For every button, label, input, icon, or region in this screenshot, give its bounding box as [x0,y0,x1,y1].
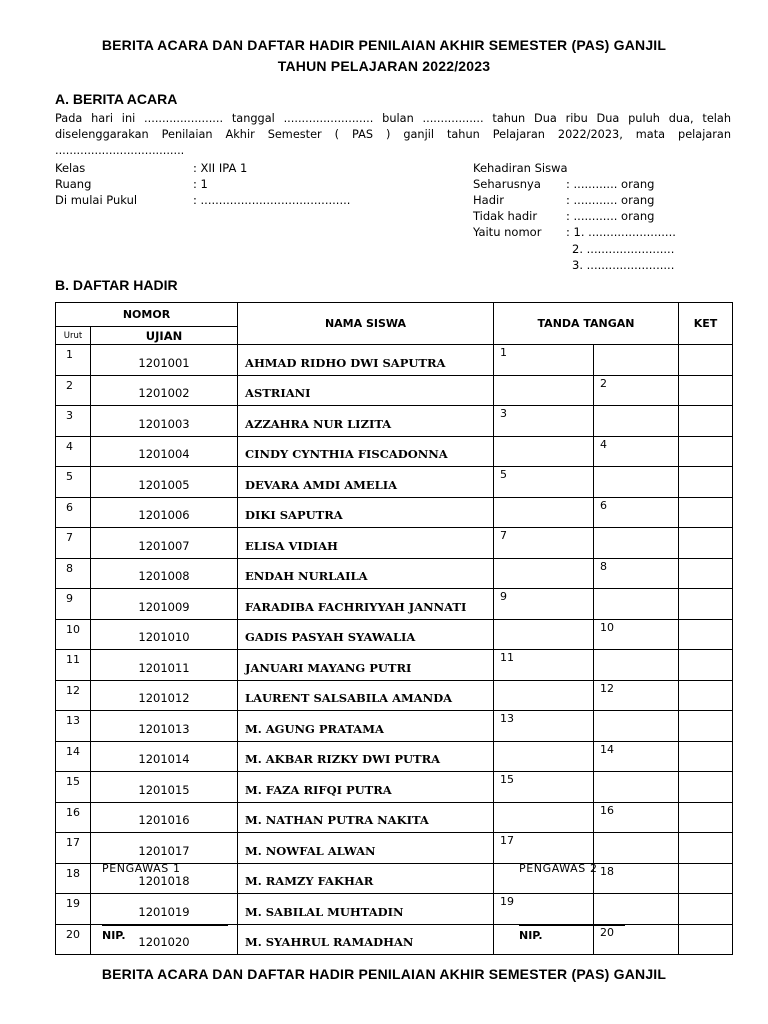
header-urut: Urut [56,327,91,345]
row-signature-right[interactable]: 18 [594,863,679,894]
row-ket[interactable] [679,589,733,620]
row-nomor-ujian: 1201012 [91,680,238,711]
berita-acara-paragraph: Pada hari ini ...................... tanggal ......................... bulan ................. tahun Dua ribu Dua puluh dua, telah diselenggarakan Penilaian Akhir Semester ( PAS ) ganjil tahun Pelajaran 2022/2023, mata pelajaran .................................... [55,112,731,157]
yaitu-nomor-label: Yaitu nomor [473,225,542,239]
row-nama-siswa: DEVARA AMDI AMELIA [238,467,494,498]
row-signature-left[interactable] [494,680,594,711]
row-nama-siswa: GADIS PASYAH SYAWALIA [238,619,494,650]
seharusnya-label: Seharusnya [473,177,541,191]
row-nama-siswa: DIKI SAPUTRA [238,497,494,528]
yaitu-nomor-1: : 1. ........................ [566,225,676,239]
row-nama-siswa: M. AGUNG PRATAMA [238,711,494,742]
row-signature-left[interactable]: 13 [494,711,594,742]
row-nomor-ujian: 1201020 [91,924,238,955]
yaitu-nomor-2: 2. ........................ [572,242,675,256]
row-nama-siswa: M. NOWFAL ALWAN [238,833,494,864]
row-urut: 17 [56,833,91,864]
row-nomor-ujian: 1201016 [91,802,238,833]
header-ujian: UJIAN [91,327,238,345]
row-ket[interactable] [679,497,733,528]
row-ket[interactable] [679,894,733,925]
header-nama-siswa: NAMA SISWA [238,303,494,345]
row-urut: 9 [56,589,91,620]
row-urut: 20 [56,924,91,955]
row-signature-left[interactable] [494,558,594,589]
document-title-line2: TAHUN PELAJARAN 2022/2023 [277,58,491,74]
table-row [56,680,733,711]
row-ket[interactable] [679,406,733,437]
row-ket[interactable] [679,436,733,467]
ruang-label: Ruang [55,177,92,191]
document-title-line1: BERITA ACARA DAN DAFTAR HADIR PENILAIAN AKHIR SEMESTER (PAS) GANJIL [101,37,667,53]
row-urut: 14 [56,741,91,772]
row-ket[interactable] [679,802,733,833]
row-urut: 2 [56,375,91,406]
row-urut: 3 [56,406,91,437]
row-signature-left[interactable]: 9 [494,589,594,620]
row-ket[interactable] [679,711,733,742]
row-ket[interactable] [679,833,733,864]
row-nama-siswa: M. RAMZY FAKHAR [238,863,494,894]
signature-line-2[interactable] [519,925,625,926]
table-row [56,558,733,589]
row-signature-left[interactable] [494,802,594,833]
row-urut: 10 [56,619,91,650]
row-signature-left[interactable]: 15 [494,772,594,803]
row-nomor-ujian: 1201001 [91,345,238,376]
table-row [56,436,733,467]
pengawas-1-label: PENGAWAS 1 [102,862,181,875]
row-nama-siswa: FARADIBA FACHRIYYAH JANNATI [238,589,494,620]
row-urut: 5 [56,467,91,498]
table-row [56,375,733,406]
table-row [56,924,733,955]
row-ket[interactable] [679,467,733,498]
row-signature-right[interactable] [594,772,679,803]
row-ket[interactable] [679,924,733,955]
row-signature-left[interactable] [494,619,594,650]
row-signature-left[interactable] [494,436,594,467]
row-signature-left[interactable]: 17 [494,833,594,864]
row-signature-left[interactable]: 19 [494,894,594,925]
nip-1-label: NIP. [102,929,126,942]
section-b-heading: B. DAFTAR HADIR [55,277,178,293]
row-urut: 19 [56,894,91,925]
row-signature-right[interactable] [594,467,679,498]
row-signature-left[interactable]: 3 [494,406,594,437]
row-nomor-ujian: 1201005 [91,467,238,498]
row-signature-left[interactable] [494,924,594,955]
row-signature-right[interactable]: 8 [594,558,679,589]
hadir-value: : ............ orang [566,193,655,207]
yaitu-nomor-3: 3. ........................ [572,258,675,272]
row-nomor-ujian: 1201009 [91,589,238,620]
row-nama-siswa: AZZAHRA NUR LIZITA [238,406,494,437]
row-urut: 16 [56,802,91,833]
row-nomor-ujian: 1201014 [91,741,238,772]
row-nama-siswa: M. FAZA RIFQI PUTRA [238,772,494,803]
table-row [56,345,733,376]
row-signature-left[interactable]: 5 [494,467,594,498]
header-nomor: NOMOR [56,303,238,327]
row-nama-siswa: ELISA VIDIAH [238,528,494,559]
row-nomor-ujian: 1201007 [91,528,238,559]
row-nama-siswa: ASTRIANI [238,375,494,406]
row-nomor-ujian: 1201011 [91,650,238,681]
row-urut: 7 [56,528,91,559]
row-signature-right[interactable]: 10 [594,619,679,650]
row-signature-right[interactable]: 12 [594,680,679,711]
table-row [56,741,733,772]
row-ket[interactable] [679,528,733,559]
attendance-table [55,302,733,955]
row-signature-right[interactable] [594,650,679,681]
row-nama-siswa: ENDAH NURLAILA [238,558,494,589]
row-urut: 13 [56,711,91,742]
table-row [56,497,733,528]
row-signature-right[interactable] [594,833,679,864]
hadir-label: Hadir [473,193,504,207]
row-nomor-ujian: 1201015 [91,772,238,803]
row-ket[interactable] [679,772,733,803]
row-nomor-ujian: 1201019 [91,894,238,925]
row-signature-right[interactable]: 4 [594,436,679,467]
row-urut: 8 [56,558,91,589]
table-row [56,711,733,742]
row-urut: 12 [56,680,91,711]
row-nama-siswa: AHMAD RIDHO DWI SAPUTRA [238,345,494,376]
row-ket[interactable] [679,680,733,711]
row-ket[interactable] [679,650,733,681]
row-nomor-ujian: 1201004 [91,436,238,467]
row-nama-siswa: CINDY CYNTHIA FISCADONNA [238,436,494,467]
row-urut: 18 [56,863,91,894]
row-ket[interactable] [679,863,733,894]
row-signature-right[interactable] [594,589,679,620]
row-nama-siswa: M. AKBAR RIZKY DWI PUTRA [238,741,494,772]
header-ket: KET [679,303,733,345]
nip-2-label: NIP. [519,929,543,942]
row-signature-left[interactable]: 7 [494,528,594,559]
table-row [56,650,733,681]
row-signature-left[interactable] [494,741,594,772]
row-signature-left[interactable] [494,375,594,406]
table-row [56,406,733,437]
row-signature-right[interactable] [594,528,679,559]
tidak-hadir-label: Tidak hadir [473,209,538,223]
row-ket[interactable] [679,375,733,406]
table-row [56,833,733,864]
row-nomor-ujian: 1201017 [91,833,238,864]
table-row [56,589,733,620]
row-urut: 1 [56,345,91,376]
row-nomor-ujian: 1201013 [91,711,238,742]
pukul-label: Di mulai Pukul [55,193,138,207]
row-nomor-ujian: 1201018 [91,863,238,894]
row-urut: 11 [56,650,91,681]
row-ket[interactable] [679,558,733,589]
row-signature-right[interactable]: 14 [594,741,679,772]
row-nomor-ujian: 1201003 [91,406,238,437]
row-nama-siswa: M. SABILAL MUHTADIN [238,894,494,925]
row-nama-siswa: JANUARI MAYANG PUTRI [238,650,494,681]
footer-repeat-title: BERITA ACARA DAN DAFTAR HADIR PENILAIAN AKHIR SEMESTER (PAS) GANJIL [101,966,667,982]
pengawas-2-label: PENGAWAS 2 [519,862,598,875]
kelas-value: : XII IPA 1 [193,161,248,175]
row-signature-right[interactable] [594,406,679,437]
row-nomor-ujian: 1201002 [91,375,238,406]
table-row [56,528,733,559]
row-nama-siswa: LAURENT SALSABILA AMANDA [238,680,494,711]
row-urut: 15 [56,772,91,803]
table-row [56,772,733,803]
row-urut: 4 [56,436,91,467]
row-nama-siswa: M. SYAHRUL RAMADHAN [238,924,494,955]
row-signature-left[interactable]: 1 [494,345,594,376]
row-ket[interactable] [679,741,733,772]
seharusnya-value: : ............ orang [566,177,655,191]
row-signature-right[interactable] [594,345,679,376]
row-signature-right[interactable]: 2 [594,375,679,406]
row-signature-right[interactable] [594,894,679,925]
row-nomor-ujian: 1201010 [91,619,238,650]
row-signature-left[interactable] [494,497,594,528]
table-row [56,467,733,498]
row-ket[interactable] [679,345,733,376]
signature-line-1[interactable] [102,925,228,926]
pukul-value: : ......................................... [193,193,351,207]
table-row [56,894,733,925]
table-row [56,802,733,833]
table-row [56,619,733,650]
section-a-heading: A. BERITA ACARA [55,91,178,107]
row-signature-right[interactable]: 20 [594,924,679,955]
row-signature-right[interactable] [594,711,679,742]
ruang-value: : 1 [193,177,208,191]
row-signature-left[interactable]: 11 [494,650,594,681]
header-tanda-tangan: TANDA TANGAN [494,303,679,345]
row-urut: 6 [56,497,91,528]
kehadiran-title: Kehadiran Siswa [473,161,568,175]
row-signature-right[interactable]: 6 [594,497,679,528]
tidak-hadir-value: : ............ orang [566,209,655,223]
row-nomor-ujian: 1201006 [91,497,238,528]
kelas-label: Kelas [55,161,86,175]
row-nomor-ujian: 1201008 [91,558,238,589]
row-signature-right[interactable]: 16 [594,802,679,833]
row-ket[interactable] [679,619,733,650]
row-nama-siswa: M. NATHAN PUTRA NAKITA [238,802,494,833]
